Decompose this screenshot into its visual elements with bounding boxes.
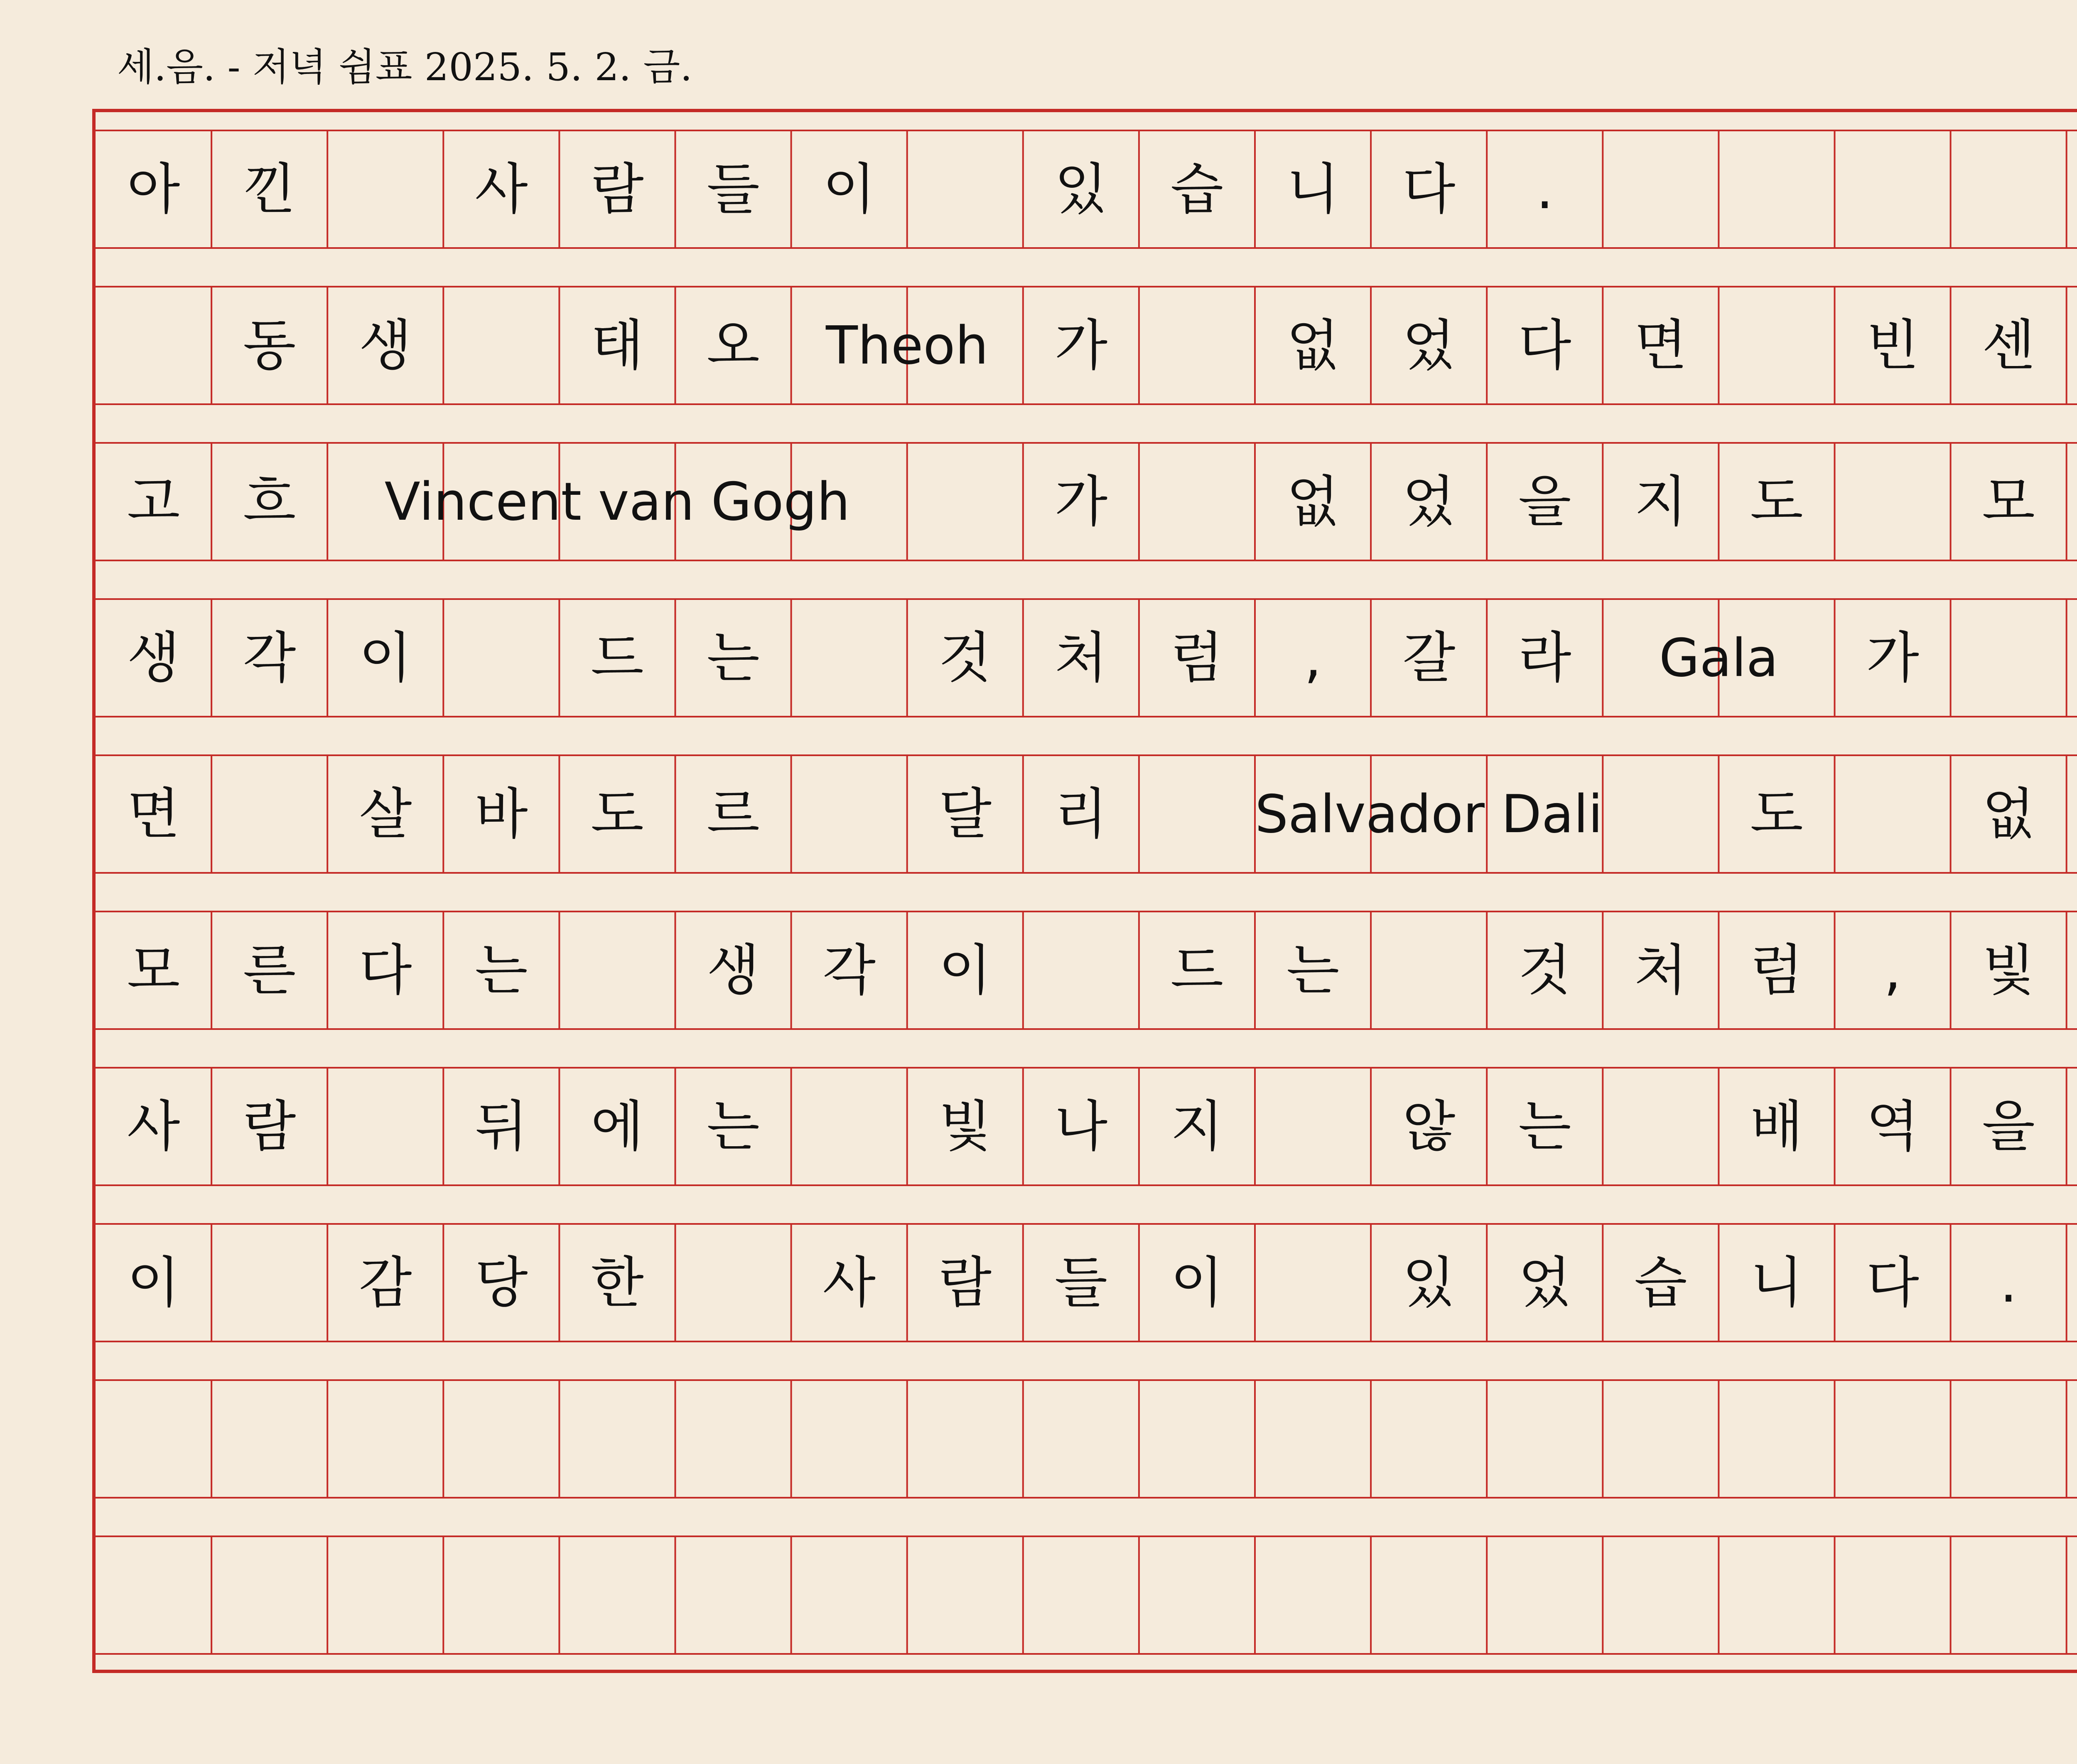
manuscript-cell: 처: [1634, 938, 1687, 1002]
manuscript-cell: [211, 755, 327, 873]
manuscript-cell: [1139, 1536, 1255, 1654]
manuscript-cell: [675, 1224, 791, 1341]
manuscript-cell: 도: [1750, 469, 1803, 534]
manuscript-cell: [1371, 1380, 1487, 1498]
manuscript-cell: 다: [358, 938, 412, 1002]
manuscript-word: Gala: [1659, 627, 1778, 688]
manuscript-cell: 바: [475, 782, 528, 846]
manuscript-cell: 생: [127, 626, 180, 690]
manuscript-cell: 사: [822, 1251, 876, 1315]
manuscript-cell: [1139, 1380, 1255, 1498]
manuscript-cell: [1255, 1536, 1371, 1654]
manuscript-cell: 는: [707, 626, 760, 690]
manuscript-cell: 을: [1982, 1094, 2035, 1159]
manuscript-cell: 것: [1518, 938, 1571, 1002]
manuscript-cell: 사: [127, 1094, 180, 1159]
manuscript-cell: 이: [1170, 1251, 1224, 1315]
manuscript-cell: 을: [1518, 469, 1571, 534]
manuscript-cell: 살: [358, 782, 412, 846]
manuscript-cell: 는: [1286, 938, 1340, 1002]
manuscript-cell: [1255, 1224, 1371, 1341]
manuscript-cell: 가: [1866, 626, 1919, 690]
manuscript-cell: 에: [591, 1094, 644, 1159]
manuscript-word: Vincent van Gogh: [384, 471, 850, 532]
manuscript-cell: [791, 1068, 907, 1185]
manuscript-cell: 이: [938, 938, 992, 1002]
manuscript-cell: [1835, 1380, 1951, 1498]
manuscript-cell: 한: [591, 1251, 644, 1315]
manuscript-cell: [1719, 287, 1834, 404]
manuscript-cell: [907, 443, 1023, 560]
manuscript-cell: 면: [1634, 313, 1687, 378]
manuscript-cell: 생: [358, 313, 412, 378]
manuscript-cell: 는: [475, 938, 528, 1002]
manuscript-cell: 뒤: [475, 1094, 528, 1159]
manuscript-cell: [327, 130, 443, 248]
manuscript-cell: 가: [1054, 469, 1108, 534]
manuscript-cell: 라: [1518, 626, 1571, 690]
manuscript-cell: 낀: [243, 157, 296, 221]
manuscript-cell: [1487, 1380, 1603, 1498]
manuscript-cell: 있: [1054, 157, 1108, 221]
manuscript-cell: [907, 1536, 1023, 1654]
manuscript-cell: [1951, 599, 2067, 717]
manuscript-cell: [443, 1536, 559, 1654]
manuscript-cell: 들: [1054, 1251, 1108, 1315]
manuscript-cell: [443, 287, 559, 404]
manuscript-cell: 이: [822, 157, 876, 221]
manuscript-cell: [559, 911, 675, 1029]
manuscript-cell: [2067, 1224, 2077, 1341]
manuscript-cell: 빈: [1866, 313, 1919, 378]
manuscript-cell: 처: [1054, 626, 1108, 690]
manuscript-cell: [1371, 1536, 1487, 1654]
manuscript-cell: 람: [938, 1251, 992, 1315]
manuscript-cell: 는: [1518, 1094, 1571, 1159]
manuscript-cell: [2067, 130, 2077, 248]
manuscript-cell: 지: [1634, 469, 1687, 534]
manuscript-cell: [1835, 1536, 1951, 1654]
manuscript-cell: [1139, 443, 1255, 560]
manuscript-cell: 람: [243, 1094, 296, 1159]
manuscript-cell: [1835, 130, 1951, 248]
manuscript-cell: [2067, 287, 2077, 404]
manuscript-cell: 태: [591, 313, 644, 378]
manuscript-word: Theoh: [826, 314, 989, 376]
manuscript-cell: [327, 1380, 443, 1498]
manuscript-cell: 럼: [1170, 626, 1224, 690]
manuscript-cell: [1023, 1380, 1139, 1498]
manuscript-cell: [96, 1380, 211, 1498]
manuscript-cell: 었: [1402, 313, 1456, 378]
manuscript-cell: [443, 1380, 559, 1498]
manuscript-cell: [1719, 1536, 1834, 1654]
manuscript-cell: 는: [707, 1094, 760, 1159]
manuscript-cell: 않: [1402, 1094, 1456, 1159]
manuscript-cell: 습: [1634, 1251, 1687, 1315]
manuscript-cell: 오: [707, 313, 760, 378]
manuscript-cell: 다: [1866, 1251, 1919, 1315]
manuscript-cell: [907, 130, 1023, 248]
manuscript-cell: [1139, 287, 1255, 404]
manuscript-cell: 다: [1402, 157, 1456, 221]
manuscript-cell: [791, 599, 907, 717]
manuscript-cell: 면: [127, 782, 180, 846]
manuscript-cell: [2067, 1536, 2077, 1654]
manuscript-cell: [96, 287, 211, 404]
manuscript-cell: 니: [1286, 157, 1340, 221]
manuscript-cell: 센: [1982, 313, 2035, 378]
manuscript-cell: 없: [1286, 469, 1340, 534]
manuscript-cell: 감: [358, 1251, 412, 1315]
manuscript-cell: [1719, 130, 1834, 248]
manuscript-cell: 지: [1170, 1094, 1224, 1159]
manuscript-cell: 나: [1054, 1094, 1108, 1159]
manuscript-cell: 드: [591, 626, 644, 690]
manuscript-cell: 니: [1750, 1251, 1803, 1315]
manuscript-cell: [211, 1380, 327, 1498]
manuscript-cell: 각: [822, 938, 876, 1002]
manuscript-cell: [327, 1068, 443, 1185]
manuscript-cell: [675, 1380, 791, 1498]
manuscript-cell: [1023, 1536, 1139, 1654]
manuscript-cell: [1951, 1536, 2067, 1654]
manuscript-cell: 배: [1750, 1094, 1803, 1159]
manuscript-sheet: [92, 109, 2077, 1673]
manuscript-cell: [96, 1536, 211, 1654]
manuscript-cell: 각: [243, 626, 296, 690]
manuscript-cell: 있: [1402, 1251, 1456, 1315]
manuscript-cell: .: [1536, 157, 1554, 221]
manuscript-cell: [1951, 1380, 2067, 1498]
manuscript-cell: 람: [591, 157, 644, 221]
manuscript-cell: [211, 1536, 327, 1654]
manuscript-cell: [1719, 1380, 1834, 1498]
manuscript-cell: [1603, 130, 1719, 248]
manuscript-cell: [1603, 1380, 1719, 1498]
manuscript-cell: 모: [1982, 469, 2035, 534]
manuscript-cell: 었: [1518, 1251, 1571, 1315]
manuscript-word: Salvador Dali: [1255, 783, 1603, 845]
manuscript-cell: 아: [127, 157, 180, 221]
manuscript-cell: [2067, 443, 2077, 560]
manuscript-cell: 흐: [243, 469, 296, 534]
manuscript-cell: 갈: [1402, 626, 1456, 690]
manuscript-cell: 럼: [1750, 938, 1803, 1002]
manuscript-cell: 당: [475, 1251, 528, 1315]
manuscript-cell: [211, 1224, 327, 1341]
manuscript-cell: [559, 1536, 675, 1654]
manuscript-cell: 없: [1982, 782, 2035, 846]
manuscript-cell: [791, 1536, 907, 1654]
manuscript-cell: [2067, 599, 2077, 717]
manuscript-cell: 이: [127, 1251, 180, 1315]
manuscript-cell: ,: [1304, 626, 1322, 690]
manuscript-cell: 리: [1054, 782, 1108, 846]
manuscript-cell: [2067, 1380, 2077, 1498]
manuscript-cell: [559, 1380, 675, 1498]
manuscript-cell: 른: [243, 938, 296, 1002]
manuscript-cell: [443, 599, 559, 717]
manuscript-cell: 르: [707, 782, 760, 846]
manuscript-cell: [327, 1536, 443, 1654]
manuscript-cell: 다: [1518, 313, 1571, 378]
manuscript-cell: 도: [591, 782, 644, 846]
manuscript-cell: [907, 1380, 1023, 1498]
manuscript-cell: [2067, 911, 2077, 1029]
manuscript-cell: 이: [358, 626, 412, 690]
manuscript-cell: [1255, 1380, 1371, 1498]
manuscript-cell: [1023, 911, 1139, 1029]
manuscript-cell: .: [2000, 1251, 2018, 1315]
manuscript-cell: [1951, 130, 2067, 248]
manuscript-cell: 역: [1866, 1094, 1919, 1159]
manuscript-cell: [1371, 911, 1487, 1029]
manuscript-cell: [1835, 755, 1951, 873]
manuscript-cell: [1835, 443, 1951, 560]
manuscript-cell: [1603, 1068, 1719, 1185]
manuscript-cell: [791, 1380, 907, 1498]
manuscript-cell: [791, 755, 907, 873]
manuscript-cell: 빛: [938, 1094, 992, 1159]
manuscript-cell: 드: [1170, 938, 1224, 1002]
manuscript-cell: 생: [707, 938, 760, 1002]
manuscript-cell: 모: [127, 938, 180, 1002]
manuscript-cell: 동: [243, 313, 296, 378]
manuscript-cell: 것: [938, 626, 992, 690]
manuscript-cell: 들: [707, 157, 760, 221]
manuscript-cell: 었: [1402, 469, 1456, 534]
manuscript-cell: 사: [475, 157, 528, 221]
manuscript-cell: 고: [127, 469, 180, 534]
manuscript-cell: [1603, 1536, 1719, 1654]
manuscript-cell: [675, 1536, 791, 1654]
manuscript-cell: [1487, 1536, 1603, 1654]
manuscript-cell: 빛: [1982, 938, 2035, 1002]
manuscript-cell: 습: [1170, 157, 1224, 221]
manuscript-cell: [2067, 1068, 2077, 1185]
manuscript-cell: 도: [1750, 782, 1803, 846]
manuscript-cell: 가: [1054, 313, 1108, 378]
manuscript-cell: ,: [1884, 938, 1902, 1002]
manuscript-cell: 달: [938, 782, 992, 846]
manuscript-cell: 없: [1286, 313, 1340, 378]
manuscript-cell: [2067, 755, 2077, 873]
manuscript-cell: [1255, 1068, 1371, 1185]
header-title: 세.음. - 저녁 쉼표 2025. 5. 2. 금.: [117, 45, 692, 89]
